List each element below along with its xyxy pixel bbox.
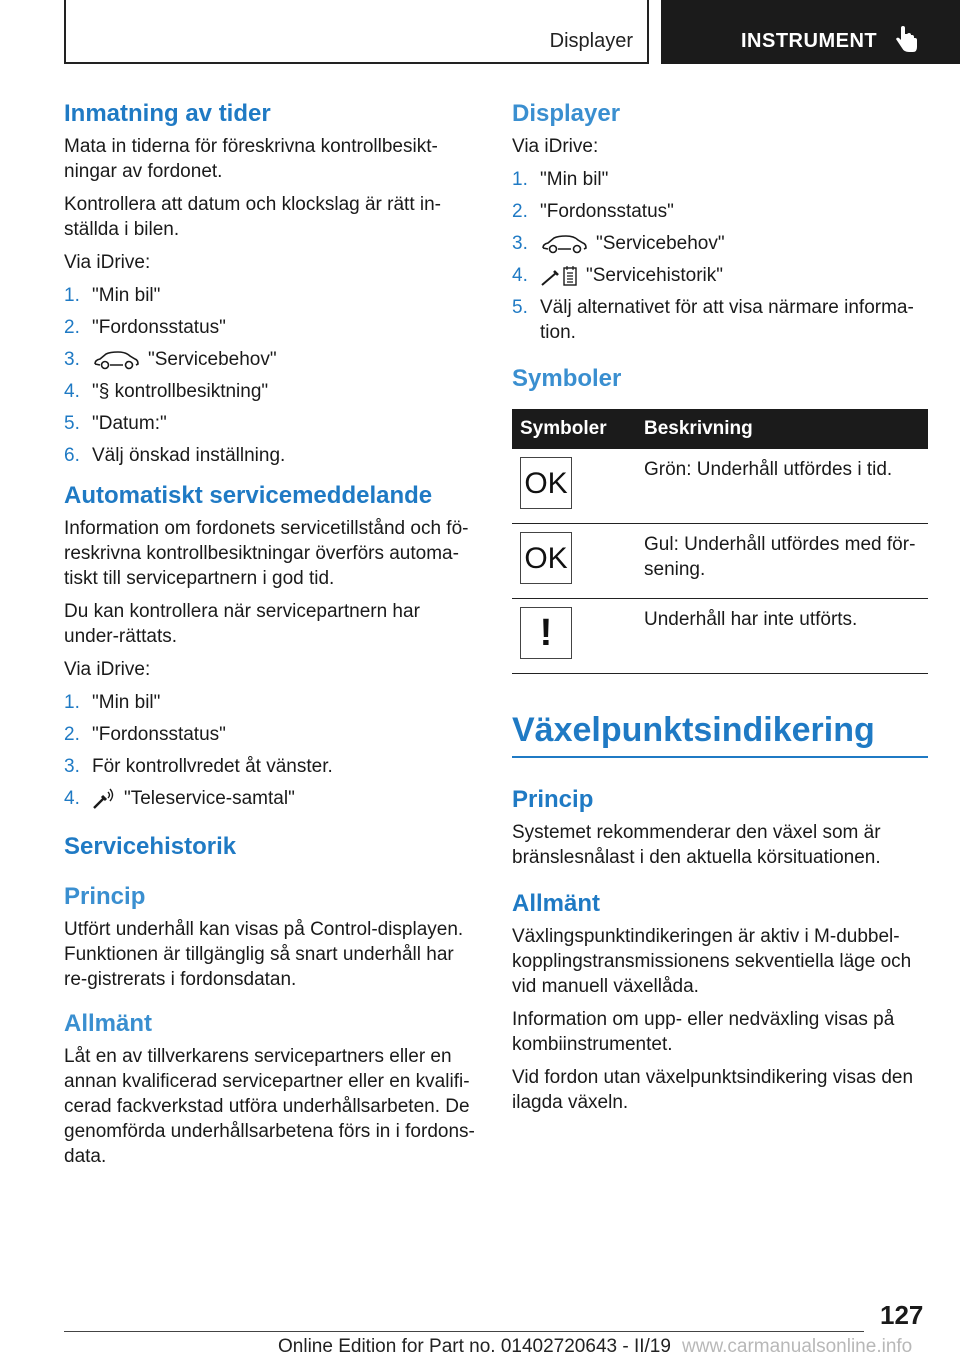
symbol-cell xyxy=(512,449,636,524)
inmatning-steps xyxy=(64,283,479,468)
list-item xyxy=(64,315,479,340)
auto-p1: Information om fordonets servicetillstånd och fö-reskrivna kontrollbesiktningar överförs automa-tiskt till servicepartnern i god tid. xyxy=(64,518,469,589)
step-text: "Servicebehov" xyxy=(596,233,725,254)
list-item xyxy=(512,231,928,256)
step-text: "Fordonsstatus" xyxy=(92,317,226,338)
displayer-via: Via iDrive: xyxy=(512,136,599,157)
col-header-symboler: Symboler xyxy=(512,409,636,449)
section-auto xyxy=(64,482,479,811)
header-chapter-tab xyxy=(661,0,960,64)
step-text: "§ kontrollbesiktning" xyxy=(92,381,269,402)
symbol-cell xyxy=(512,599,636,674)
vaxel-title: Växelpunktsindikering xyxy=(512,710,928,758)
wrench-signal-icon xyxy=(92,788,116,810)
list-item xyxy=(64,786,479,811)
historik-allmant-title: Allmänt xyxy=(64,1010,153,1037)
step-text: För kontrollvredet åt vänster. xyxy=(92,756,333,777)
table-row xyxy=(512,524,928,599)
header-chapter-label: INSTRUMENT xyxy=(741,30,878,52)
auto-title: Automatiskt servicemeddelande xyxy=(64,482,433,509)
vaxel-allmant-p2: Information om upp- eller nedväxling visas på kombiinstrumentet. xyxy=(512,1009,895,1055)
step-number: 2. xyxy=(64,724,80,745)
car-service-icon xyxy=(92,350,140,370)
displayer-title: Displayer xyxy=(512,100,621,127)
ok-yellow-icon xyxy=(520,532,572,584)
vaxel-allmant-p1: Växlingspunktindikeringen är aktiv i M-dubbel-kopplingstransmissionens sekventiella läge och vid manuell växellåda. xyxy=(512,926,912,997)
service-history-icon xyxy=(540,265,578,287)
list-item xyxy=(512,295,928,345)
step-number: 1. xyxy=(64,692,80,713)
step-text: "Min bil" xyxy=(92,285,161,306)
desc-cell: Underhåll har inte utförts. xyxy=(636,599,928,674)
watermark: www.carmanualsonline.info xyxy=(682,1336,913,1357)
auto-p2: Du kan kontrollera när servicepartnern har under-rättats. xyxy=(64,601,420,647)
inmatning-title: Inmatning av tider xyxy=(64,100,271,127)
desc-cell: Gul: Underhåll utfördes med för-sening. xyxy=(636,524,928,599)
ok-symbol-text: OK xyxy=(524,466,568,500)
historik-princip-title: Princip xyxy=(64,883,146,910)
ok-symbol-text: OK xyxy=(524,541,568,575)
step-number: 6. xyxy=(64,445,80,466)
vaxel-allmant-title: Allmänt xyxy=(512,890,601,917)
step-text: "Teleservice-samtal" xyxy=(124,788,295,809)
step-text: "Datum:" xyxy=(92,413,167,434)
step-text: "Fordonsstatus" xyxy=(92,724,226,745)
pointing-hand-icon xyxy=(894,26,920,54)
inmatning-p2: Kontrollera att datum och klockslag är rätt in-ställda i bilen. xyxy=(64,194,442,240)
inmatning-p1: Mata in tiderna för föreskrivna kontrollbesikt-ningar av fordonet. xyxy=(64,136,438,182)
historik-title: Servicehistorik xyxy=(64,833,237,860)
edition-text: Online Edition for Part no. 01402720643 - II/19 xyxy=(278,1336,671,1357)
step-text: "Min bil" xyxy=(92,692,161,713)
symbol-cell xyxy=(512,524,636,599)
car-service-icon xyxy=(540,234,588,254)
step-number: 2. xyxy=(64,317,80,338)
list-item xyxy=(64,283,479,308)
list-item xyxy=(64,722,479,747)
header-section-tab xyxy=(64,0,649,64)
table-row xyxy=(512,599,928,674)
vaxel-princip-text: Systemet rekommenderar den växel som är bränslesnålast i den aktuella körsituationen. xyxy=(512,822,881,868)
section-displayer xyxy=(512,100,928,345)
historik-princip-text: Utfört underhåll kan visas på Control-displayen. Funktionen är tillgänglig så snart underhåll har re-gistrerats i fordonsdatan. xyxy=(64,919,464,990)
step-text: "Servicehistorik" xyxy=(586,265,724,286)
list-item xyxy=(64,379,479,404)
inmatning-via: Via iDrive: xyxy=(64,252,151,273)
header-section-label: Displayer xyxy=(549,30,633,52)
table-header-row xyxy=(512,409,928,449)
historik-allmant-text: Låt en av tillverkarens servicepartners eller en annan kvalificerad servicepartner eller en kvalifi-cerad fackverkstad utföra underhållsarbeten. De genomförda underhållsarbetena förs in i fordons-data. xyxy=(64,1046,475,1167)
step-number: 4. xyxy=(64,381,80,402)
step-number: 2. xyxy=(512,201,528,222)
col-header-beskrivning: Beskrivning xyxy=(636,409,928,449)
section-vaxel xyxy=(512,710,928,1115)
ok-green-icon xyxy=(520,457,572,509)
symbols-table xyxy=(512,409,928,674)
step-text: "Min bil" xyxy=(540,169,609,190)
table-row xyxy=(512,449,928,524)
exclamation-symbol-text: ! xyxy=(539,611,553,654)
auto-steps xyxy=(64,690,479,811)
step-text: "Fordonsstatus" xyxy=(540,201,674,222)
section-symboler xyxy=(512,365,928,674)
list-item xyxy=(512,167,928,192)
step-number: 3. xyxy=(512,233,528,254)
auto-via: Via iDrive: xyxy=(64,659,151,680)
step-number: 1. xyxy=(64,285,80,306)
list-item xyxy=(64,443,479,468)
right-column xyxy=(512,100,928,1123)
step-text: "Servicebehov" xyxy=(148,349,277,370)
step-number: 5. xyxy=(64,413,80,434)
list-item xyxy=(64,411,479,436)
left-column xyxy=(64,100,479,1177)
step-number: 4. xyxy=(512,265,528,286)
step-number: 4. xyxy=(64,788,80,809)
symboler-title: Symboler xyxy=(512,365,622,392)
exclamation-icon xyxy=(520,607,572,659)
list-item xyxy=(64,690,479,715)
step-number: 5. xyxy=(512,297,528,318)
desc-cell: Grön: Underhåll utfördes i tid. xyxy=(636,449,928,524)
step-number: 3. xyxy=(64,756,80,777)
step-text: Välj alternativet för att visa närmare informa-tion. xyxy=(540,297,914,343)
section-inmatning xyxy=(64,100,479,468)
displayer-steps xyxy=(512,167,928,345)
page-number: 127 xyxy=(880,1300,924,1330)
list-item xyxy=(64,347,479,372)
step-text: Välj önskad inställning. xyxy=(92,445,286,466)
vaxel-princip-title: Princip xyxy=(512,786,594,813)
section-historik xyxy=(64,833,479,1169)
vaxel-allmant-p3: Vid fordon utan växelpunktsindikering visas den ilagda växeln. xyxy=(512,1067,914,1113)
step-number: 3. xyxy=(64,349,80,370)
list-item xyxy=(512,199,928,224)
list-item xyxy=(64,754,479,779)
list-item xyxy=(512,263,928,288)
step-number: 1. xyxy=(512,169,528,190)
footer-divider xyxy=(64,1331,864,1332)
